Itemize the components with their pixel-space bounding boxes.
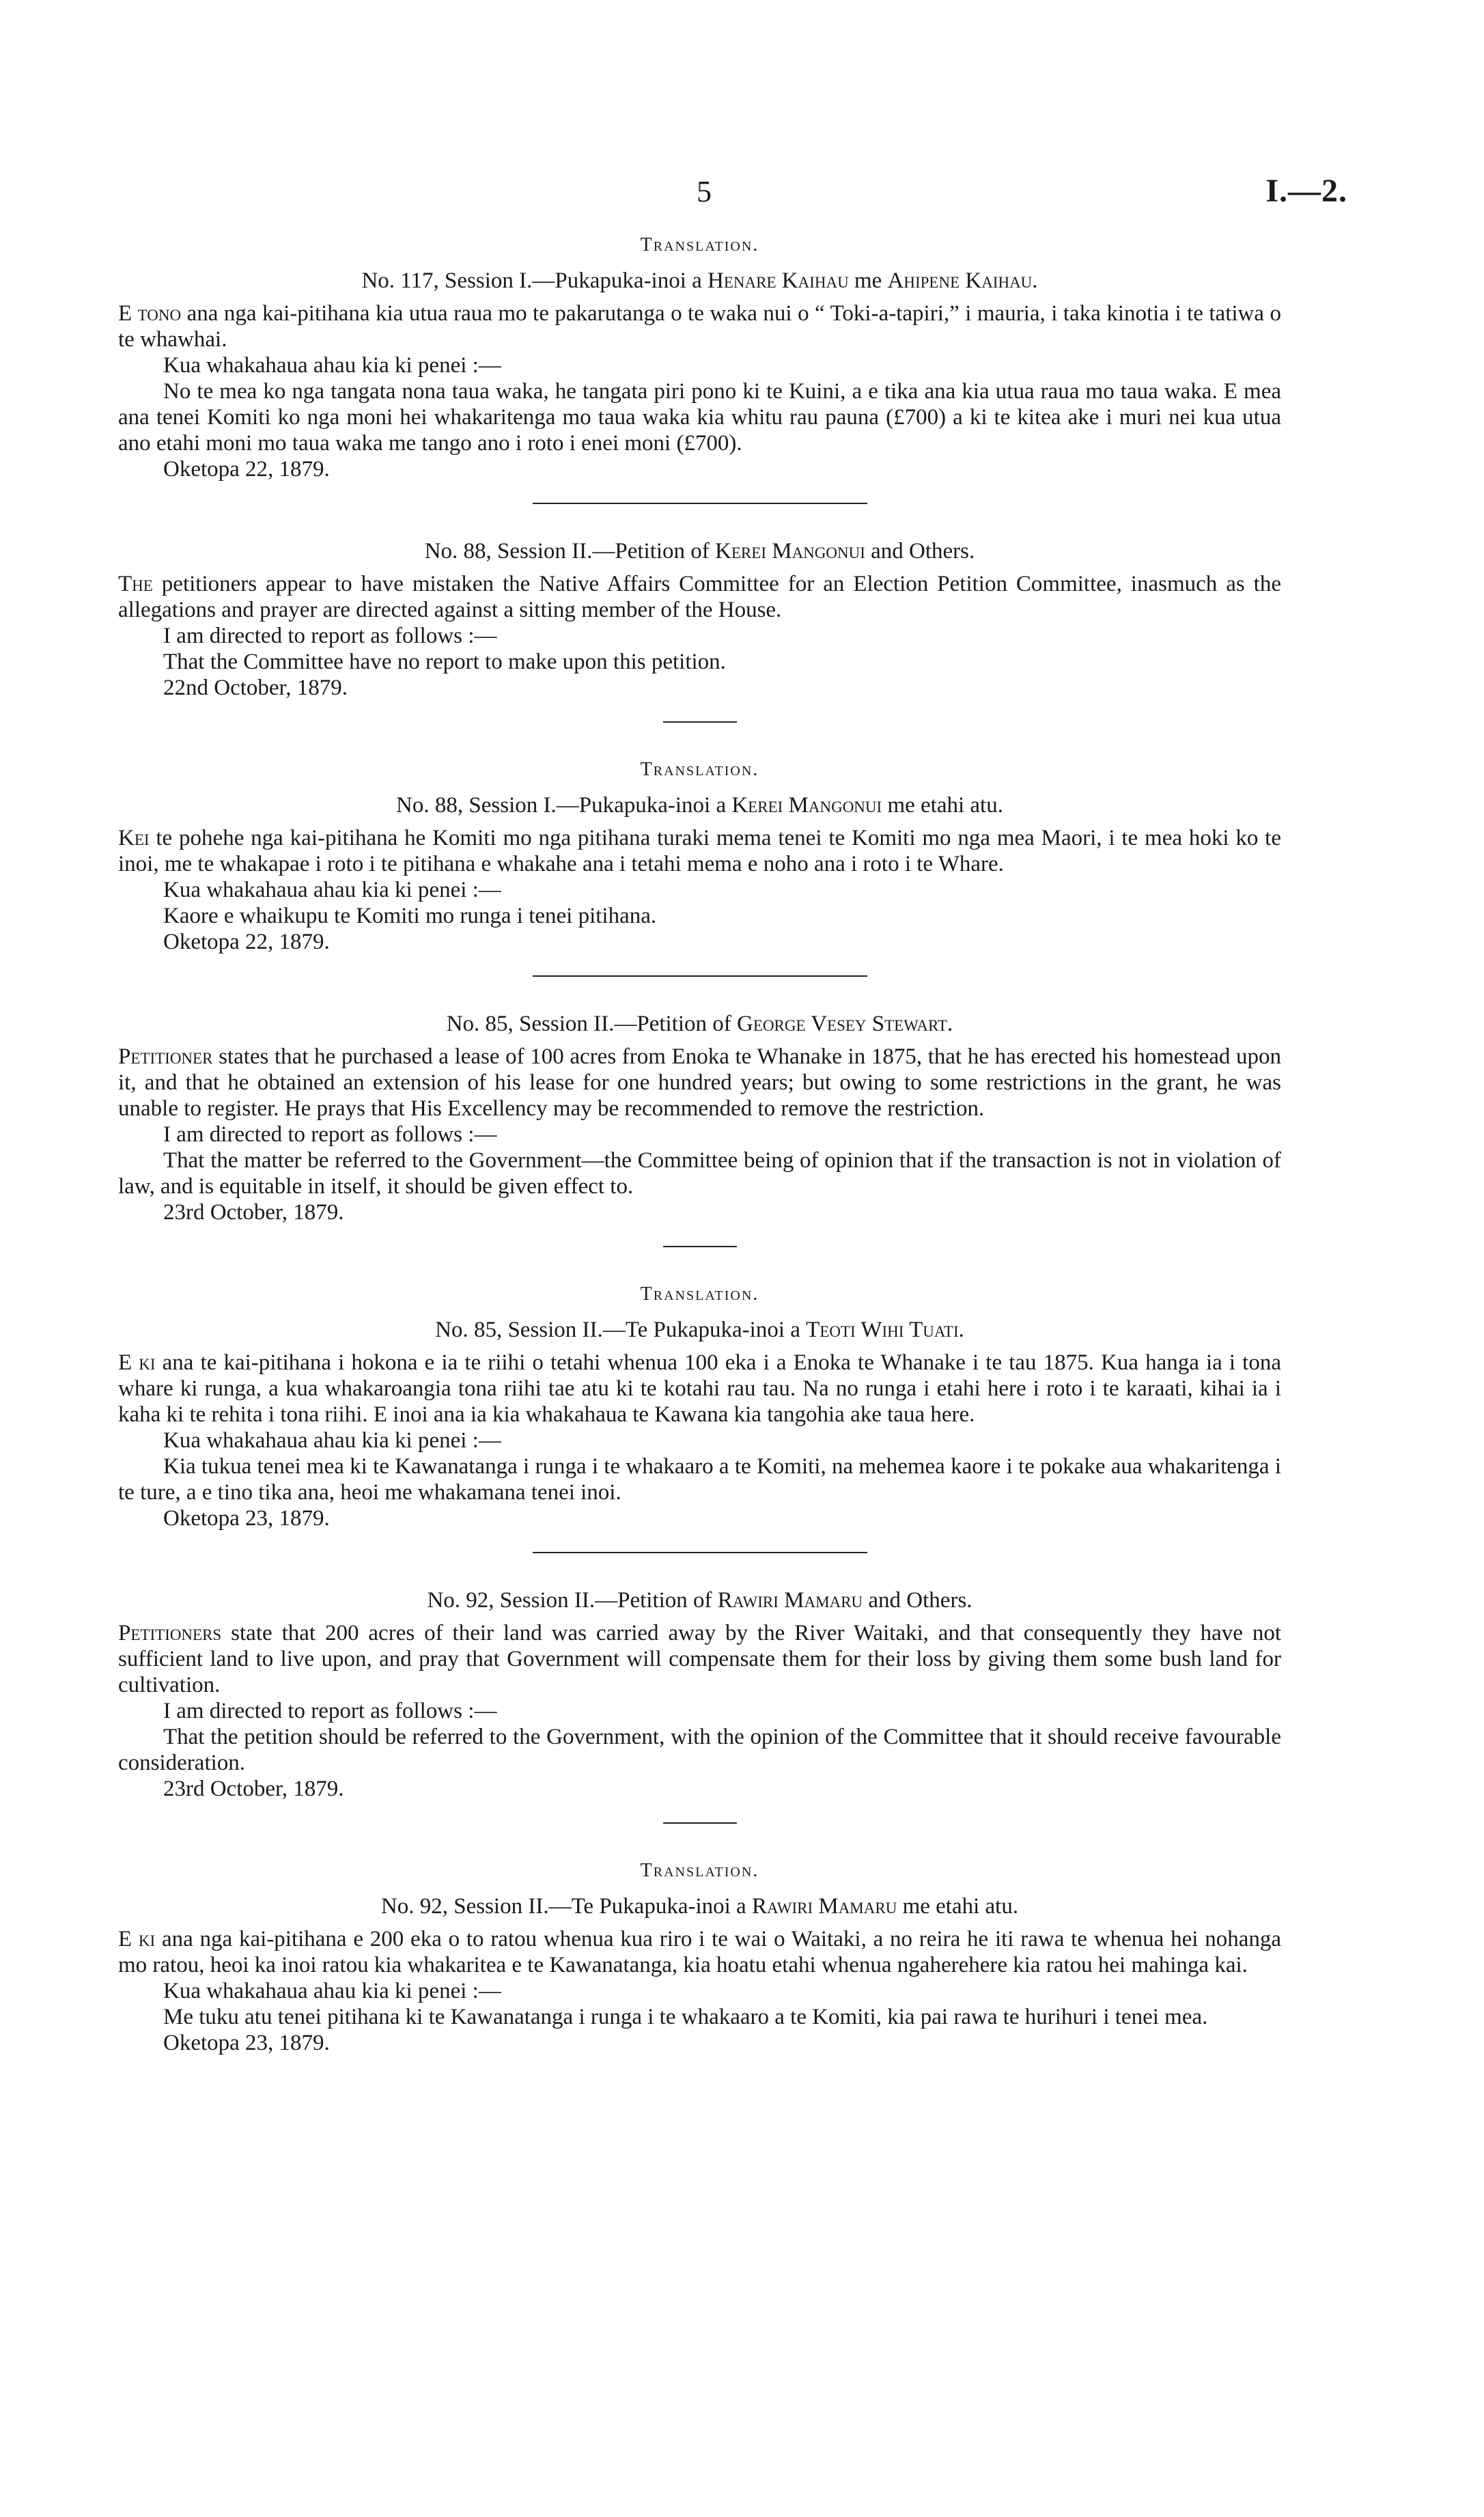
section-divider [533,1552,867,1553]
section-petition-92 [118,1587,1281,1802]
report-date: Oketopa 23, 1879. [163,2031,330,2055]
report-directive: Kua whakahaua ahau kia ki penei :— [163,1979,501,2003]
opening-word: Kei [118,826,150,850]
section-heading [118,1587,1281,1613]
petitioner-name: Henare Kaihau [708,268,849,293]
page-content [118,232,1281,2056]
committee-report: Me tuku atu tenei pitihana ki te Kawanatanga i runga i te whakaaro a te Komiti, kia pai rawa te hurihuri i tenei mea. [163,2005,1208,2029]
section-body [118,825,1281,955]
heading-tail: . [1032,268,1038,293]
report-date: Oketopa 22, 1879. [163,930,330,954]
report-directive: I am directed to report as follows :— [163,1699,497,1723]
summary-text: states that he purchased a lease of 100 acres from Enoka te Whanake in 1875, that he has erected his homestead upon it, and that he obtained an extension of his lease for one hundred years; but owing to some restrictions in the grant, he was unable to register. He prays that His Excellency may be recommended to remove the restriction. [118,1044,1281,1121]
opening-word: Petitioner [118,1044,213,1069]
translation-label: Translation. [640,759,759,780]
heading-lead: No. 88, Session II.—Petition of [424,539,716,564]
petitioner-name: Kerei Mangonui [731,793,882,818]
section-body [118,1350,1281,1531]
heading-lead: No. 88, Session I.—Pukapuka-inoi a [396,793,732,818]
section-divider [663,721,737,723]
petition-summary [118,1044,1281,1122]
section-body [118,1926,1281,2056]
report-date: 23rd October, 1879. [163,1200,344,1225]
petition-summary [118,301,1281,352]
section-heading [118,1893,1281,1919]
summary-text: ana nga kai-pitihana kia utua raua mo te pakarutanga o te waka nui o “ Toki-a-tapiri,” i mauria, i taka kinotia i te tatiwa o te whawhai. [118,301,1281,352]
translation-label: Translation. [640,1283,759,1305]
document-reference: I.—2. [1265,173,1347,209]
section-divider [533,975,867,977]
petition-summary [118,1926,1281,1978]
petition-summary [118,825,1281,877]
heading-tail: and Others. [863,1588,972,1613]
committee-report: That the matter be referred to the Government—the Committee being of opinion that if the transaction is not in violation of law, and is equitable in itself, it should be given effect to. [118,1148,1281,1199]
petition-summary [118,1350,1281,1428]
petitioner-name: Teoti Wihi Tuati [806,1318,959,1342]
petitioner-name-2: Ahipene Kaihau [887,268,1033,293]
section-body [118,1620,1281,1802]
petitioner-name: Rawiri Mamaru [751,1894,897,1919]
opening-word: Petitioners [118,1621,222,1645]
heading-lead: No. 85, Session II.—Petition of [446,1012,738,1036]
section-divider [663,1246,737,1247]
translation-label: Translation. [640,234,759,255]
report-date: 22nd October, 1879. [163,676,348,700]
petitioner-name: George Vesey Stewart [737,1012,948,1036]
report-date: 23rd October, 1879. [163,1777,344,1801]
committee-report: That the Committee have no report to make upon this petition. [163,650,726,674]
opening-word: E ki [118,1927,156,1951]
opening-word: E ki [118,1350,156,1375]
section-translation-85 [118,1281,1281,1531]
translation-label: Translation. [640,1860,759,1881]
committee-report: That the petition should be referred to the Government, with the opinion of the Committee that it should receive favourable consideration. [118,1725,1281,1775]
section-translation-92 [118,1858,1281,2056]
summary-text: petitioners appear to have mistaken the Native Affairs Committee for an Election Petition Committee, inasmuch as the allegations and prayer are directed against a sitting member of the House. [118,572,1281,622]
committee-report: Kia tukua tenei mea ki te Kawanatanga i runga i te whakaaro a te Komiti, na mehemea kaore i te pokake aua whakaritenga i te ture, a e tino tika ana, heoi me whakamana tenei inoi. [118,1454,1281,1505]
section-body [118,571,1281,701]
heading-tail: and Others. [865,539,975,564]
summary-text: state that 200 acres of their land was carried away by the River Waitaki, and that consequently they have not sufficient land to live upon, and pray that Government will compensate them for their loss by giving them some bush land for cultivation. [118,1621,1281,1697]
opening-word: E tono [118,301,182,326]
petition-summary [118,1620,1281,1698]
heading-tail: me etahi atu. [882,793,1003,818]
report-directive: Kua whakahaua ahau kia ki penei :— [163,353,501,378]
section-divider [663,1822,737,1824]
committee-report: Kaore e whaikupu te Komiti mo runga i tenei pitihana. [163,904,657,928]
heading-mid: me [848,268,888,293]
section-petition-88 [118,538,1281,701]
section-body [118,1044,1281,1225]
opening-word: The [118,572,153,596]
section-petition-85 [118,1011,1281,1225]
summary-text: te pohehe nga kai-pitihana he Komiti mo nga pitihana turaki mema tenei te Komiti mo nga mea Maori, i te mea hoki ko te inoi, me te whakapae i roto i te pitihana e whakahe ana i tetahi mema e noho ana i roto i te Whare. [118,826,1281,876]
report-date: Oketopa 22, 1879. [163,457,330,482]
report-date: Oketopa 23, 1879. [163,1506,330,1531]
section-translation-117 [118,232,1281,482]
section-heading [118,538,1281,564]
petitioner-name: Kerei Mangonui [715,539,865,564]
heading-lead: No. 92, Session II.—Te Pukapuka-inoi a [380,1894,752,1919]
heading-lead: No. 92, Session II.—Petition of [427,1588,718,1613]
report-directive: Kua whakahaua ahau kia ki penei :— [163,1428,501,1453]
section-heading [118,1011,1281,1037]
report-directive: Kua whakahaua ahau kia ki penei :— [163,878,501,902]
report-directive: I am directed to report as follows :— [163,1122,497,1147]
section-heading [118,268,1281,294]
section-heading [118,1317,1281,1343]
report-directive: I am directed to report as follows :— [163,624,497,648]
committee-report: No te mea ko nga tangata nona taua waka, he tangata piri pono ki te Kuini, a e tika ana kia utua raua mo taua waka. E mea ana tenei Komiti ko nga moni hei whakaritenga mo taua waka kia whitu rau pauna (£700) a ki te kitea ake i muri nei kua utua ano etahi moni mo taua waka me tango ano i roto i enei moni (£700). [118,379,1281,456]
section-heading [118,792,1281,818]
heading-tail: . [958,1318,964,1342]
petitioner-name: Rawiri Mamaru [717,1588,863,1613]
page-number: 5 [697,175,712,208]
heading-lead: No. 85, Session II.—Te Pukapuka-inoi a [435,1318,807,1342]
section-body [118,301,1281,482]
petition-summary [118,571,1281,623]
heading-tail: . [947,1012,953,1036]
section-divider [533,503,867,504]
heading-lead: No. 117, Session I.—Pukapuka-inoi a [361,268,708,293]
section-translation-88 [118,757,1281,955]
heading-tail: me etahi atu. [897,1894,1019,1919]
summary-text: ana nga kai-pitihana e 200 eka o to ratou whenua kua riro i te wai o Waitaki, a no reira he iti rawa te whenua hei nohanga mo ratou, heoi ka inoi ratou kia whakaritea e te Kawanatanga, kia hoatu etahi whenua ngaherehere kia ratou hei mahinga kai. [118,1927,1281,1977]
summary-text: ana te kai-pitihana i hokona e ia te riihi o tetahi whenua 100 eka i a Enoka te Whanake i te tau 1875. Kua hanga ia i tona whare ki runga, a kua whakaroangia tona riihi tae atu ki te kotahi rau tau. Na no runga i etahi here i roto i te karaati, kihai ia i kaha ki te rehita i tona riihi. E inoi ana ia kia whakahaua te Kawana kia tangohia ake taua here. [118,1350,1281,1427]
